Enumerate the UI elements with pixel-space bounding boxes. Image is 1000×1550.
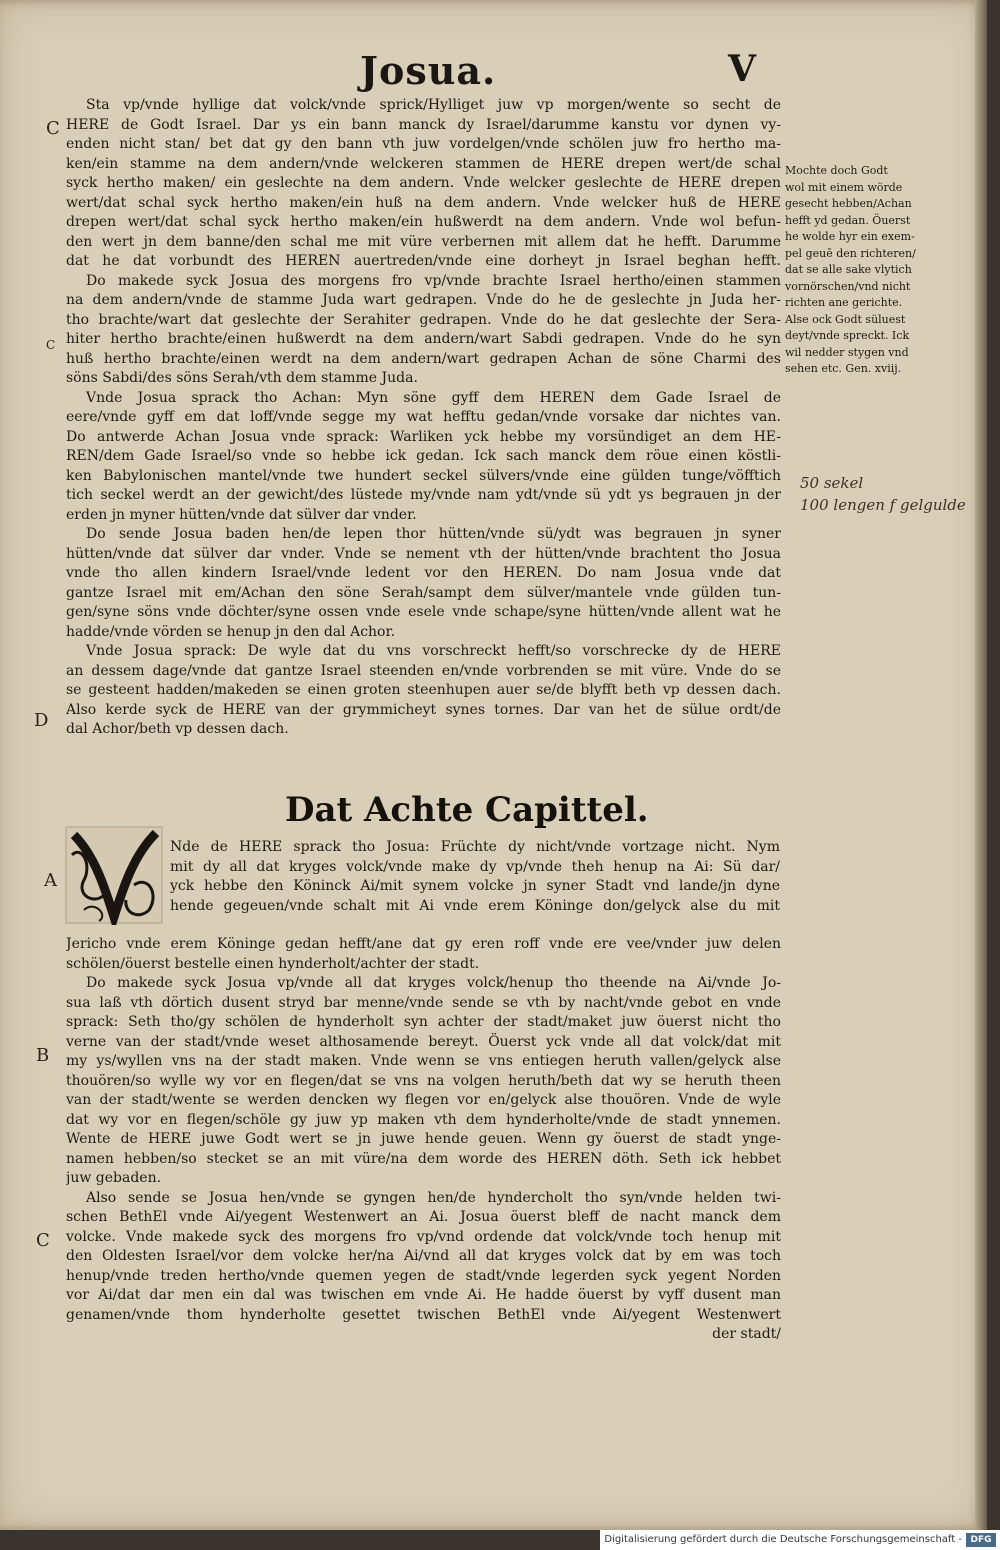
text-line: vor Ai/dat dar men ein dal was twischen em vnde Ai. He hadde öuerst by vyff dusent man xyxy=(66,1287,781,1303)
marginal-line: gesecht hebben/Achan xyxy=(785,197,912,210)
text-line: sua laß vth dörtich dusent stryd bar menne/vnde sende se vth by nacht/vnde gebot en vnde xyxy=(66,994,781,1011)
marginal-line: wol mit einem wörde xyxy=(785,180,903,194)
text-line: vnde tho allen kindern Israel/vnde ledent vor den HEREN. Do nam Josua vnde dat xyxy=(66,565,781,581)
text-line: Do antwerde Achan Josua vnde sprack: Warliken yck hebbe my vorsündiget an dem HE- xyxy=(66,428,781,445)
footer-text: Digitalisierung gefördert durch die Deutsche Forschungsgemeinschaft - xyxy=(604,1534,962,1545)
marginal-line: he wolde hyr ein exem- xyxy=(785,230,915,243)
chapter8-text xyxy=(66,935,781,1345)
text-line: Vnde Josua sprack tho Achan: Myn söne gyff dem HEREN dem Gade Israel de xyxy=(86,389,781,406)
chapter-heading: Dat Achte Capittel. xyxy=(285,790,649,830)
text-line: na dem andern/vnde de stamme Juda wart gedrapen. Vnde do he de geslechte jn Juda her- xyxy=(66,292,781,308)
text-line: an dessem dage/vnde dat gantze Israel steenden en/vnde vorbrenden se mit vüre. Vnde do se xyxy=(66,662,781,679)
text-line: schen BethEl vnde Ai/yegent Westenwert an Ai. Josua öuerst bleff de nacht manck dem xyxy=(66,1209,781,1225)
text-line: Wente de HERE juwe Godt wert se jn juwe hende geuen. Wenn gy öuerst de stadt ynge- xyxy=(66,1131,781,1147)
text-line: henup/vnde treden hertho/vnde quemen yegen de stadt/vnde legerden syck yegent Norden xyxy=(66,1267,781,1284)
initial-letter: V xyxy=(114,877,122,888)
text-line: drepen wert/dat schal syck hertho maken/ein hußwerdt na dem andern. Vnde wol befun- xyxy=(66,214,781,230)
section-letter-a: A xyxy=(44,870,57,891)
text-line: hadde/vnde vörden se henup jn den dal Achor. xyxy=(66,623,396,640)
marginal-line: deyt/vnde spreckt. Ick xyxy=(785,329,910,342)
marginal-line: hefft yd gedan. Öuerst xyxy=(785,213,911,227)
text-line: thouören/so wylle wy vor en flegen/dat se vns na volgen heruth/beth dat wy se heruth theen xyxy=(66,1072,781,1089)
marginal-line: Mochte doch Godt xyxy=(785,164,888,177)
text-line: gen/syne söns vnde döchter/syne ossen vnde esele vnde schape/syne hütten/vnde allent wat he xyxy=(66,604,781,620)
text-line: den wert jn dem banne/den schal me mit vüre verbernen mit allem dat he hefft. Darumme xyxy=(66,233,781,250)
text-line: sprack: Seth tho/gy schölen de hynderholt syn achter der stadt/maket juw öuerst nicht tho xyxy=(66,1014,781,1030)
chapter8-opening xyxy=(170,838,780,916)
marginal-line: pel geuē den richteren/ xyxy=(785,246,916,260)
text-line: schölen/öuerst bestelle einen hynderholt/achter der stadt. xyxy=(66,955,480,972)
text-line: Also kerde syck de HERE van der grymmicheyt synes tornes. Dar van het de sülue ordt/de xyxy=(66,701,781,718)
handwritten-annotation xyxy=(800,472,966,516)
folio-number: V xyxy=(728,48,756,90)
text-line: gantze Israel mit em/Achan den söne Serah/sampt dem sülver/mantele vnde gülden tun- xyxy=(66,584,781,601)
text-line: enden nicht stan/ bet dat gy den bann vth juw vordelgen/vnde schölen juw fro hertho ma- xyxy=(66,136,781,152)
handwritten-line: 100 lengen f gelgulde xyxy=(800,496,966,514)
text-line: Do makede syck Josua vp/vnde all dat kryges volck/henup tho theende na Ai/vnde Jo- xyxy=(86,975,781,991)
text-line: Jericho vnde erem Köninge gedan hefft/ane dat gy eren roff vnde ere vee/vnder juw delen xyxy=(66,936,781,952)
text-line: Do sende Josua baden hen/de lepen thor hütten/vnde sü/ydt was begrauen jn syner xyxy=(86,526,781,542)
marginal-line: richten ane gerichte. xyxy=(785,296,903,309)
running-head: Josua. xyxy=(360,48,497,93)
dfg-logo-icon: DFG xyxy=(966,1533,996,1547)
text-line: dat wy vor en flegen/schöle gy juw yp maken vth dem hynderholte/vnde de stadt ynnemen. xyxy=(66,1111,781,1128)
text-line: den Oldesten Israel/vor dem volcke her/na Ai/vnd all dat kryges volck dat by em was toch xyxy=(66,1248,781,1264)
text-line: yck hebbe den Köninck Ai/mit synem volcke jn syner Stadt vnd lande/jn dyne xyxy=(170,878,780,894)
text-line: van der stadt/wente se werden dencken wy flegen vor en/gelyck alse thouören. Vnde de wyle xyxy=(66,1092,781,1108)
marginal-line: Alse ock Godt süluest xyxy=(785,312,906,326)
marginal-line: wil nedder stygen vnd xyxy=(785,345,909,359)
text-line: Vnde Josua sprack: De wyle dat du vns vorschreckt hefft/so vorschrecke dy de HERE xyxy=(86,643,781,659)
text-line: my ys/wyllen vns na der stadt maken. Vnde wenn se vns entiegen heruth vallen/gelyck alse xyxy=(66,1053,781,1069)
text-line: ken/ein stamme na dem andern/vnde welckeren stammen de HERE drepen wert/de schal xyxy=(66,155,781,172)
chapter7-text xyxy=(66,96,781,740)
section-letter-c1: C xyxy=(46,118,60,139)
text-line: HERE de Godt Israel. Dar ys ein bann manck dy Israel/darumme kanstu vor dynen vy- xyxy=(66,116,781,133)
text-line: Sta vp/vnde hyllige dat volck/vnde sprick/Hylliget juw vp morgen/wente so secht de xyxy=(86,97,781,113)
text-line: hütten/vnde dat sülver dar vnder. Vnde se nement vth der hütten/vnde brachtent tho Josua xyxy=(66,545,781,562)
text-line: Also sende se Josua hen/vnde se gyngen hen/de hyndercholt tho syn/vnde helden twi- xyxy=(86,1189,781,1206)
decorated-initial-graphic xyxy=(64,825,164,925)
marginal-note xyxy=(785,163,930,378)
text-line: genamen/vnde thom hynderholte gesettet twischen BethEl vnde Ai/yegent Westenwert xyxy=(66,1306,781,1323)
marginal-line: sehen etc. Gen. xviij. xyxy=(785,362,902,375)
text-line: tho brachte/wart dat geslechte der Serahiter gedrapen. Vnde do he dat geslechte der Sera- xyxy=(66,311,781,328)
marginal-line: vornörschen/vnd nicht xyxy=(785,279,911,293)
text-line: hiter hertho brachte/einen hußwerdt na dem andern/wart Sabdi gedrapen. Vnde do he syn xyxy=(66,331,781,347)
text-line: Do makede syck Josua des morgens fro vp/vnde brachte Israel hertho/einen stammen xyxy=(86,272,781,289)
text-line: huß hertho brachte/einen werdt na dem andern/wart gedrapen Achan de söne Charmi des xyxy=(66,350,781,367)
decorated-initial xyxy=(64,825,164,925)
text-line: syck hertho maken/ ein geslechte na dem andern. Vnde welcker geslechte de HERE drepen xyxy=(66,175,781,191)
section-letter-d: D xyxy=(34,710,49,731)
digitization-footer xyxy=(600,1530,1000,1550)
text-line: volcke. Vnde makede syck des morgens fro vp/vnd ordende dat volck/vnde toch henup mit xyxy=(66,1228,781,1245)
text-line: dal Achor/beth vp dessen dach. xyxy=(66,721,289,737)
text-line: hende gegeuen/vnde schalt mit Ai vnde erem Köninge don/gelyck alse du mit xyxy=(170,897,780,914)
text-line: erden jn myner hütten/vnde dat sülver dar vnder. xyxy=(66,506,417,523)
text-line: eere/vnde gyff em dat loff/vnde segge my wat hefftu gedan/vnde vorsake dar nichtes van. xyxy=(66,409,781,425)
text-line: der stadt/ xyxy=(712,1326,781,1342)
text-line: ken Babylonischen mantel/vnde twe hundert seckel sülvers/vnde eine gülden tunge/vöfftich xyxy=(66,467,781,484)
section-letter-c3: C xyxy=(36,1230,50,1251)
handwritten-line: 50 sekel xyxy=(800,474,864,492)
text-line: söns Sabdi/des söns Serah/vth dem stamme Juda. xyxy=(66,370,418,386)
text-line: dat he dat vorbundt des HEREN auertreden/vnde eine dorheyt jn Israel beghan hefft. xyxy=(66,253,781,269)
section-letter-c2: C xyxy=(46,338,56,352)
text-line: wert/dat schal syck hertho maken/ein huß na dem andern. Vnde welcker huß de HERE xyxy=(66,194,781,211)
text-line: juw gebaden. xyxy=(66,1170,162,1186)
section-letter-b: B xyxy=(36,1045,50,1066)
text-line: namen hebben/so stecket se an mit vüre/na dem worde des HEREN döth. Seth ick hebbet xyxy=(66,1150,781,1167)
text-line: REN/dem Gade Israel/so vnde so hebbe ick gedan. Ick sach manck dem röue einen köstli- xyxy=(66,448,781,464)
page-edge xyxy=(975,0,987,1530)
text-line: mit dy all dat kryges volck/vnde make dy vp/vnde theh henup na Ai: Sü dar/ xyxy=(170,858,780,875)
text-line: Nde de HERE sprack tho Josua: Früchte dy nicht/vnde vortzage nicht. Nym xyxy=(170,839,780,855)
text-line: verne van der stadt/vnde weset althosamende bereyt. Öuerst yck vnde all dat volck/dat mit xyxy=(66,1033,781,1050)
text-line: se gesteent hadden/makeden se einen groten steenhupen auer se/de blyfft beth vp dessen dach. xyxy=(66,682,781,698)
marginal-line: dat se alle sake vlytich xyxy=(785,263,912,276)
text-line: tich seckel werdt an der gewicht/des lüstede my/vnde nam ydt/vnde sü ydt ys begrauen jn der xyxy=(66,487,781,503)
